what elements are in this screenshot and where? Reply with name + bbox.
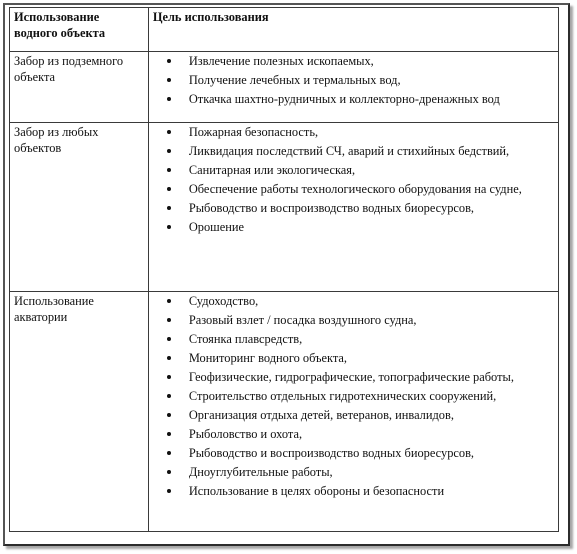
list-item-text: Рыбоводство и воспроизводство водных биоресурсов, [188, 201, 475, 215]
list-item-text: Дноуглубительные работы, [188, 465, 333, 479]
list-item-text: Ликвидация последствий СЧ, аварий и стихийных бедствий, [188, 144, 510, 158]
list-item [153, 426, 554, 442]
list-item-text: Мониторинг водного объекта, [188, 351, 348, 365]
list-item [153, 369, 554, 385]
bullet-icon [167, 78, 171, 82]
header-water-object-use: Использование водного объекта [10, 8, 149, 52]
bullet-icon [167, 59, 171, 63]
list-item [153, 162, 554, 178]
bullet-icon [167, 451, 171, 455]
bullet-icon [167, 489, 171, 493]
bullet-icon [167, 337, 171, 341]
list-item-text: Рыболовство и охота, [188, 427, 303, 441]
list-item [153, 388, 554, 404]
list-item-text: Строительство отдельных гидротехнических сооружений, [188, 389, 497, 403]
list-item-text: Геофизические, гидрографические, топографические работы, [188, 370, 514, 384]
bullet-icon [167, 356, 171, 360]
header-purpose: Цель использования [148, 8, 558, 52]
list-item [153, 124, 554, 140]
row-purpose-cell [148, 123, 558, 292]
list-item [153, 53, 554, 69]
list-item-text: Орошение [188, 220, 244, 234]
list-item-text: Извлечение полезных ископаемых, [188, 54, 374, 68]
row-type-cell: Забор из любых объектов [10, 123, 149, 292]
row-purpose-cell [148, 52, 558, 123]
list-item-text: Санитарная или экологическая, [188, 163, 356, 177]
water-use-table [9, 7, 559, 532]
list-item [153, 219, 554, 235]
list-item-text: Обеспечение работы технологического оборудования на судне, [188, 182, 522, 196]
bullet-icon [167, 375, 171, 379]
list-item [153, 331, 554, 347]
purpose-list [153, 123, 554, 235]
bullet-icon [167, 187, 171, 191]
bullet-icon [167, 470, 171, 474]
list-item [153, 464, 554, 480]
list-item-text: Получение лечебных и термальных вод, [188, 73, 401, 87]
row-type-cell: Использование акватории [10, 292, 149, 532]
bullet-icon [167, 413, 171, 417]
list-item [153, 312, 554, 328]
list-item [153, 407, 554, 423]
bullet-icon [167, 394, 171, 398]
bullet-icon [167, 432, 171, 436]
list-item [153, 483, 554, 499]
bullet-icon [167, 168, 171, 172]
list-item-text: Разовый взлет / посадка воздушного судна, [188, 313, 417, 327]
bullet-icon [167, 299, 171, 303]
list-item-text: Пожарная безопасность, [188, 125, 319, 139]
list-item-text: Организация отдыха детей, ветеранов, инвалидов, [188, 408, 454, 422]
list-item [153, 143, 554, 159]
bullet-icon [167, 149, 171, 153]
row-type-cell: Забор из подземного объекта [10, 52, 149, 123]
table-header-row [10, 8, 559, 52]
bullet-icon [167, 97, 171, 101]
list-item [153, 72, 554, 88]
list-item-text: Судоходство, [188, 294, 259, 308]
list-item [153, 200, 554, 216]
table-row [10, 292, 559, 532]
list-item [153, 181, 554, 197]
bullet-icon [167, 130, 171, 134]
list-item-text: Стоянка плавсредств, [188, 332, 303, 346]
list-item-text: Использование в целях обороны и безопасности [188, 484, 445, 498]
list-item [153, 293, 554, 309]
list-item-text: Откачка шахтно-рудничных и коллекторно-дренажных вод [188, 92, 500, 106]
purpose-list [153, 292, 554, 499]
table-row [10, 123, 559, 292]
list-item-text: Рыбоводство и воспроизводство водных биоресурсов, [188, 446, 475, 460]
bullet-icon [167, 225, 171, 229]
row-purpose-cell [148, 292, 558, 532]
purpose-list [153, 52, 554, 107]
bullet-icon [167, 206, 171, 210]
list-item [153, 350, 554, 366]
bullet-icon [167, 318, 171, 322]
table-row [10, 52, 559, 123]
list-item [153, 445, 554, 461]
list-item [153, 91, 554, 107]
